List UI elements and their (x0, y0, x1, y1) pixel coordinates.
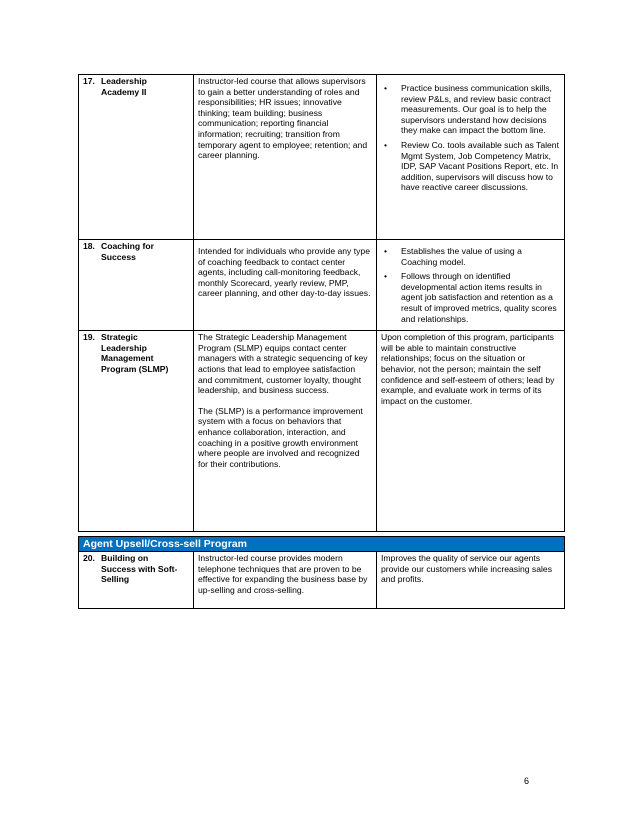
program-name: Strategic Leadership Management Program (SLMP) (101, 332, 169, 374)
section-header: Agent Upsell/Cross-sell Program (79, 537, 565, 552)
programs-table (78, 74, 565, 532)
program-number: 20. (83, 553, 95, 563)
program-description: Intended for individuals who provide any type of coaching feedback to contact center agents, including call-monitoring feedback, monthly Scorecard, yearly review, PMP, career planning, and other day-to-day issues. (198, 246, 371, 299)
program-description-cell (194, 331, 377, 532)
program-name-cell (79, 331, 194, 532)
table-row (79, 240, 565, 331)
program-number: 17. (83, 76, 95, 86)
program-description: Instructor-led course that allows supervisors to gain a better understanding of roles and responsibilities; HR issues; innovative thinking; team building; business communication; reporting financial information; recruiting; transition from temporary agent to employee; retention; and career planning. (198, 76, 368, 161)
program-description-cell (194, 75, 377, 240)
outcomes-list (381, 246, 559, 324)
section-header-row (79, 537, 565, 552)
program-description-cell (194, 552, 377, 609)
program-name-cell (79, 240, 194, 331)
program-outcomes-cell (377, 552, 565, 609)
outcome-bullet: • Follows through on identified developmental action items results in agent job satisfaction and retention as a result of improved metrics, quality scores and relationships. (381, 271, 559, 324)
program-outcomes-cell (377, 75, 565, 240)
program-description-cell (194, 240, 377, 331)
program-number: 19. (83, 332, 95, 343)
program-description: The Strategic Leadership Management Program (SLMP) equips contact center managers with a strategic sequencing of key actions that lead to employee satisfaction and commitment, customer loyalty, thought leadership, and business success. (198, 332, 368, 396)
program-number: 18. (83, 241, 95, 251)
outcome-bullet: • Practice business communication skills, review P&Ls, and review basic contract measurements. Our goal is to help the supervisors understand how decisions they make can impact the bottom line. (381, 83, 559, 136)
program-name: Building on Success with Soft- Selling (101, 553, 178, 585)
program-name: Leadership Academy II (101, 76, 147, 97)
program-outcomes-cell (377, 240, 565, 331)
program-description: The (SLMP) is a performance improvement system with a focus on behaviors that enhance collaboration, interaction, and coaching in a positive growth environment where people are involved and recognized for their contributions. (198, 405, 363, 469)
program-name: Coaching for Success (101, 241, 154, 262)
program-outcomes-cell (377, 331, 565, 532)
program-name-cell (79, 552, 194, 609)
outcome-bullet: • Review Co. tools available such as Talent Mgmt System, Job Competency Matrix, IDP, SAP Vacant Positions Report, etc. In addition, supervisors will discuss how to have reactive career discussions. (381, 140, 559, 193)
outcomes-list (381, 83, 559, 193)
program-outcome-text: Upon completion of this program, participants will be able to maintain constructive relationships; focus on the situation or behavior, not the person; maintain the self confidence and self-esteem of others; lead by example, and evaluate work in terms of its impact on the customer. (381, 332, 555, 406)
program-description: Instructor-led course provides modern telephone techniques that are proven to be effective for expanding the business base by up-selling and cross-selling. (198, 553, 368, 595)
table-row (79, 552, 565, 609)
program-name-cell (79, 75, 194, 240)
table-row (79, 331, 565, 532)
table-row (79, 75, 565, 240)
program-outcome-text: Improves the quality of service our agents provide our customers while increasing sales and profits. (381, 553, 552, 585)
page-number: 6 (524, 776, 530, 786)
outcome-bullet: • Establishes the value of using a Coaching model. (381, 246, 559, 267)
upsell-program-table (78, 536, 565, 609)
